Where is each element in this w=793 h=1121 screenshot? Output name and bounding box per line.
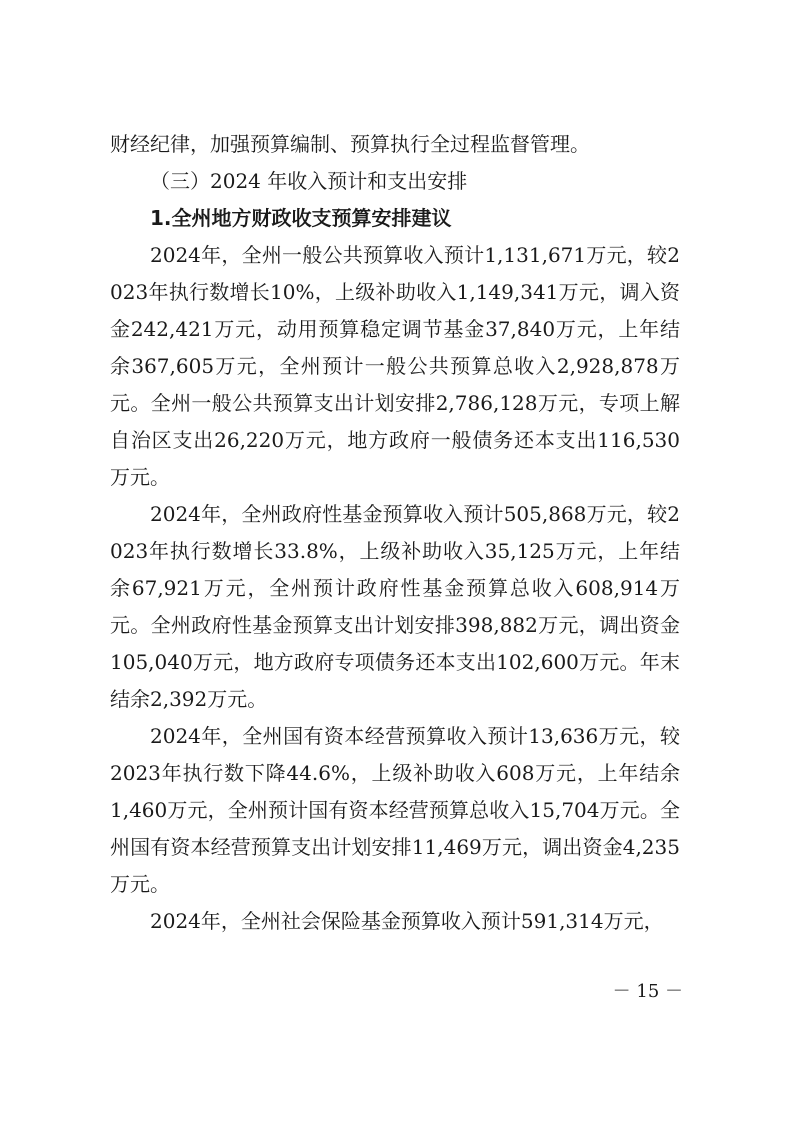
paragraph-state-capital: 2024年，全州国有资本经营预算收入预计13,636万元，较2023年执行数下降44.6%，上级补助收入608万元，上年结余1,460万元，全州预计国有资本经营预算总收入15,704万元。全州国有资本经营预算支出计划安排11,469万元，调出资金4,235万元。 (110, 724, 680, 896)
paragraph-government-fund: 2024年，全州政府性基金预算收入预计505,868万元，较2023年执行数增长33.8%，上级补助收入35,125万元，上年结余67,921万元，全州预计政府性基金预算总收入608,914万元。全州政府性基金预算支出计划安排398,882万元，调出资金105,040万元，地方政府专项债务还本支出102,600万元。年末结余2,392万元。 (110, 502, 680, 711)
continuation-line: 财经纪律，加强预算编制、预算执行全过程监督管理。 (110, 132, 590, 156)
section-heading: （三）2024 年收入预计和支出安排 (150, 169, 468, 193)
page-number: － 15 － (612, 981, 683, 1002)
document-body (110, 126, 680, 940)
subsection-heading: 1.全州地方财政收支预算安排建议 (150, 206, 452, 230)
paragraph-social-insurance: 2024年，全州社会保险基金预算收入预计591,314万元， (150, 909, 664, 933)
paragraph-general-budget: 2024年，全州一般公共预算收入预计1,131,671万元，较2023年执行数增长10%，上级补助收入1,149,341万元，调入资金242,421万元，动用预算稳定调节基金37,840万元，上年结余367,605万元，全州预计一般公共预算总收入2,928,878万元。全州一般公共预算支出计划安排2,786,128万元，专项上解自治区支出26,220万元，地方政府一般债务还本支出116,530万元。 (110, 243, 680, 489)
